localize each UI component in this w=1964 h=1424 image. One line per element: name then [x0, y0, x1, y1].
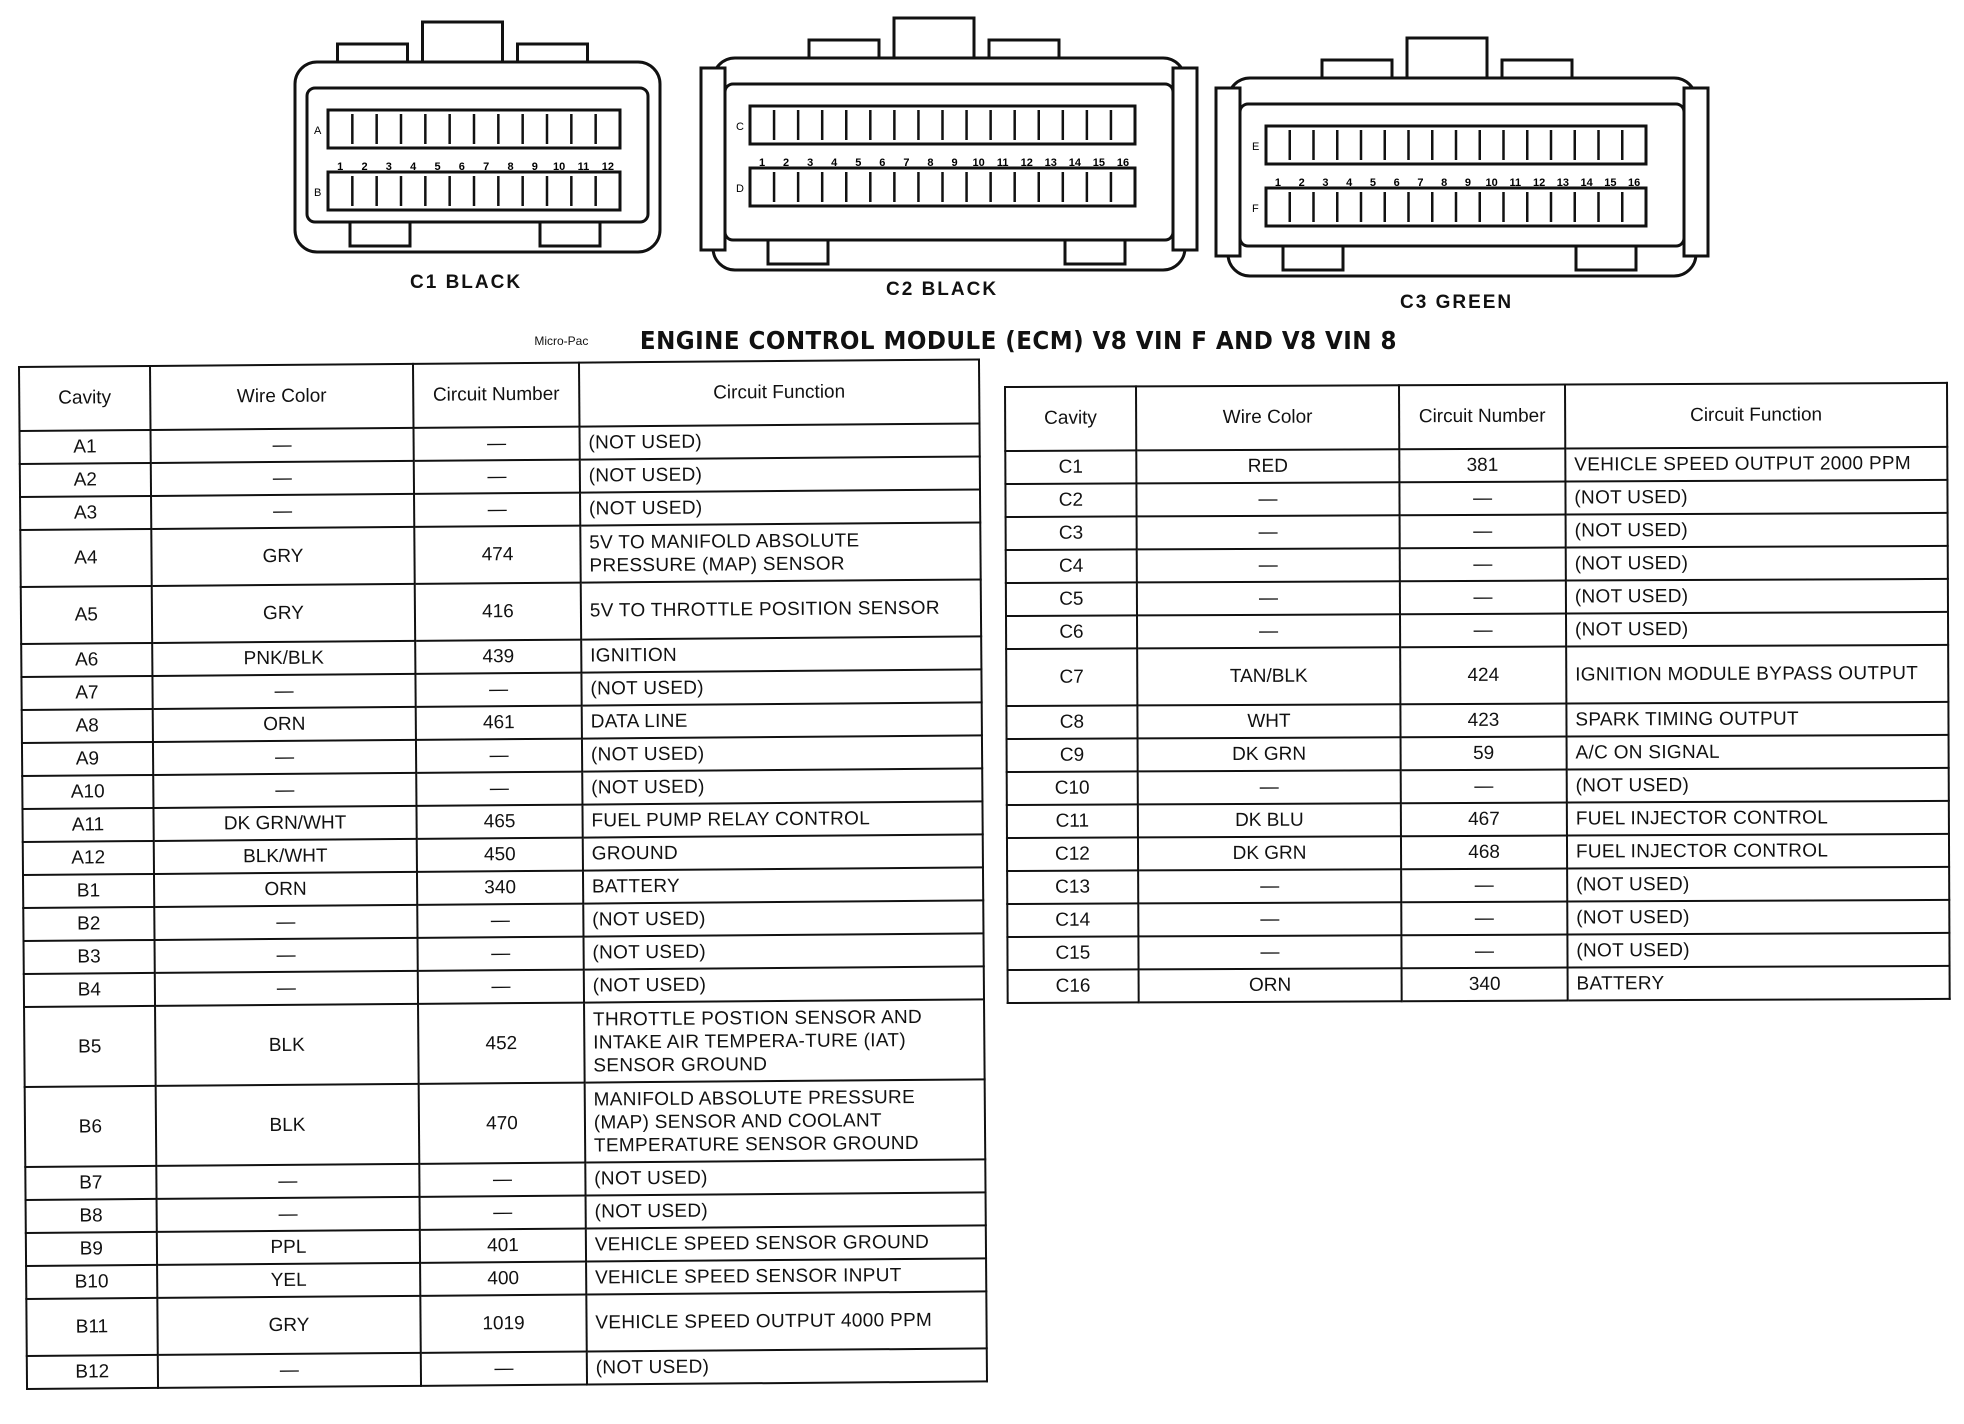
pin-number: 6	[458, 161, 465, 173]
circuit-function-cell: FUEL INJECTOR CONTROL	[1567, 834, 1949, 869]
circuit-number-cell: —	[1400, 581, 1566, 615]
pin-number: 14	[1068, 157, 1081, 169]
wire-color-cell: —	[1137, 581, 1401, 615]
circuit-number-cell: —	[1401, 869, 1567, 903]
circuit-function-cell: VEHICLE SPEED OUTPUT 2000 PPM	[1565, 447, 1947, 482]
wire-color-cell: BLK/WHT	[154, 839, 418, 874]
cavity-cell: A12	[23, 841, 154, 875]
pin-number: 9	[1464, 177, 1471, 189]
wire-color-cell: —	[1138, 935, 1402, 969]
circuit-number-cell: 1019	[420, 1295, 586, 1353]
circuit-number-cell: —	[416, 739, 582, 773]
circuit-function-cell: (NOT USED)	[1566, 579, 1948, 614]
table-row	[1005, 447, 1947, 484]
wire-color-cell: YEL	[157, 1263, 421, 1298]
circuit-function-cell: (NOT USED)	[584, 966, 984, 1002]
circuit-function-cell: THROTTLE POSTION SENSOR AND INTAKE AIR TEMPERA-TURE (IAT) SENSOR GROUND	[584, 999, 985, 1082]
pin-number: 11	[577, 161, 590, 173]
circuit-number-cell: 424	[1400, 647, 1566, 705]
cavity-cell: C16	[1008, 969, 1139, 1003]
circuit-function-cell: (NOT USED)	[583, 900, 983, 936]
pin-number: 7	[483, 161, 490, 173]
circuit-number-cell: 423	[1401, 704, 1567, 738]
circuit-function-cell: FUEL PUMP RELAY CONTROL	[582, 801, 982, 837]
pin-number: 3	[807, 157, 814, 169]
wire-color-cell: BLK	[155, 1084, 419, 1166]
circuit-function-cell: (NOT USED)	[1567, 867, 1949, 902]
circuit-function-cell: 5V TO MANIFOLD ABSOLUTE PRESSURE (MAP) SENSOR	[580, 522, 981, 582]
circuit-number-cell: —	[1400, 548, 1566, 582]
header-cavity: Cavity	[1005, 386, 1136, 451]
circuit-number-cell: 340	[1402, 968, 1568, 1002]
pin-number: 8	[927, 157, 934, 169]
cavity-cell: B6	[25, 1086, 156, 1167]
wire-color-cell: —	[1137, 770, 1401, 804]
circuit-function-cell: (NOT USED)	[1567, 768, 1949, 803]
table-row	[1006, 645, 1948, 706]
pinout-rows-c2	[1005, 447, 1949, 1003]
cavity-cell: C8	[1006, 705, 1137, 739]
circuit-function-cell: (NOT USED)	[1567, 933, 1949, 968]
cavity-cell: C5	[1006, 582, 1137, 616]
circuit-function-cell: IGNITION MODULE BYPASS OUTPUT	[1566, 645, 1948, 704]
row-label-B: B	[314, 187, 322, 199]
cavity-cell: C3	[1006, 516, 1137, 550]
pin-number: 3	[385, 161, 392, 173]
wire-color-cell: GRY	[151, 584, 415, 643]
cavity-cell: A10	[22, 775, 153, 809]
cavity-cell: A9	[22, 742, 153, 776]
cavity-cell: A5	[21, 586, 152, 644]
circuit-function-cell: GROUND	[583, 834, 983, 870]
cavity-cell: B9	[26, 1232, 157, 1266]
pin-number: 4	[410, 161, 417, 173]
row-label-D: D	[736, 183, 744, 195]
cavity-cell: B5	[24, 1006, 155, 1087]
pin-number: 16	[1628, 177, 1641, 189]
cavity-cell: C12	[1007, 837, 1138, 871]
table-row	[1006, 579, 1948, 616]
connector-diagrams	[0, 0, 1964, 330]
table-row	[1006, 702, 1948, 739]
circuit-number-cell: 401	[420, 1229, 586, 1263]
pin-number: 1	[1274, 177, 1281, 189]
table-row	[1007, 735, 1949, 772]
circuit-number-cell: —	[1400, 614, 1566, 648]
circuit-number-cell: 452	[418, 1003, 584, 1084]
circuit-function-cell: (NOT USED)	[1566, 546, 1948, 581]
circuit-number-cell: —	[1402, 935, 1568, 969]
circuit-number-cell: 340	[417, 871, 583, 905]
cavity-cell: C11	[1007, 804, 1138, 838]
table-row	[20, 522, 980, 587]
circuit-function-cell: IGNITION	[581, 636, 981, 672]
circuit-number-cell: —	[418, 937, 584, 971]
table-row	[26, 1291, 986, 1356]
wire-color-cell: ORN	[152, 707, 416, 742]
wire-color-cell: —	[154, 938, 418, 973]
pin-number: 2	[783, 157, 790, 169]
table-row	[1007, 900, 1949, 937]
pin-number: 3	[1322, 177, 1329, 189]
circuit-number-cell: —	[416, 673, 582, 707]
circuit-number-cell: —	[1400, 515, 1566, 549]
header-cavity: Cavity	[19, 366, 150, 431]
wire-color-cell: DK GRN/WHT	[153, 806, 417, 841]
wire-color-cell: GRY	[157, 1296, 421, 1355]
pin-number: 16	[1116, 157, 1130, 169]
circuit-function-cell: (NOT USED)	[1565, 480, 1947, 515]
cavity-cell: C9	[1007, 738, 1138, 772]
circuit-number-cell: —	[414, 493, 580, 527]
circuit-number-cell: 381	[1399, 449, 1565, 483]
pin-number: 9	[531, 161, 538, 173]
table-row	[1006, 546, 1948, 583]
table-row	[1007, 867, 1949, 904]
circuit-number-cell: 400	[420, 1262, 586, 1296]
table-row	[27, 1348, 987, 1389]
circuit-number-cell: —	[421, 1352, 587, 1386]
circuit-number-cell: 461	[416, 706, 582, 740]
cavity-cell: C7	[1006, 648, 1137, 706]
wire-color-cell: —	[156, 1164, 420, 1199]
circuit-function-cell: (NOT USED)	[580, 456, 980, 492]
cavity-cell: A4	[20, 529, 151, 587]
table-row	[21, 579, 981, 644]
pin-number: 1	[758, 157, 766, 169]
cavity-cell: A8	[22, 709, 153, 743]
circuit-function-cell: FUEL INJECTOR CONTROL	[1567, 801, 1949, 836]
circuit-function-cell: (NOT USED)	[579, 423, 979, 459]
cavity-cell: C15	[1007, 936, 1138, 970]
wire-color-cell: —	[1138, 902, 1402, 936]
circuit-function-cell: VEHICLE SPEED OUTPUT 4000 PPM	[586, 1291, 987, 1351]
circuit-function-cell: (NOT USED)	[583, 933, 983, 969]
connector-c1-label: C1 BLACK	[410, 272, 523, 293]
cavity-cell: B3	[24, 940, 155, 974]
header-circuit-function: Circuit Function	[579, 359, 980, 426]
wire-color-cell: WHT	[1137, 704, 1401, 738]
wire-color-cell: —	[156, 1197, 420, 1232]
diagram-title-block	[0, 326, 1964, 355]
connector-c2-label: C2 BLACK	[886, 279, 999, 300]
cavity-cell: C13	[1007, 870, 1138, 904]
pin-number: 15	[1604, 177, 1617, 189]
circuit-function-cell: BATTERY	[1567, 966, 1949, 1001]
circuit-number-cell: 474	[414, 526, 580, 584]
pin-number: 5	[434, 161, 441, 173]
circuit-number-cell: —	[417, 904, 583, 938]
circuit-number-cell: 470	[419, 1083, 585, 1164]
pinout-rows-c1	[20, 423, 987, 1389]
header-circuit-function: Circuit Function	[1565, 383, 1947, 449]
wire-color-cell: —	[1138, 869, 1402, 903]
row-label-C: C	[736, 121, 744, 133]
wire-color-cell: —	[153, 773, 417, 808]
cavity-cell: C6	[1006, 615, 1137, 649]
wire-color-cell: TAN/BLK	[1137, 647, 1401, 705]
pin-number: 10	[972, 157, 985, 169]
cavity-cell: A6	[21, 643, 152, 677]
pin-number: 13	[1556, 177, 1569, 189]
pin-number: 11	[1509, 177, 1522, 189]
pin-number: 12	[601, 161, 614, 173]
wire-color-cell: —	[1137, 614, 1401, 648]
header-wire-color: Wire Color	[1136, 385, 1400, 450]
cavity-cell: B1	[23, 874, 154, 908]
cavity-cell: B4	[24, 973, 155, 1007]
cavity-cell: B12	[27, 1355, 158, 1389]
cavity-cell: B7	[25, 1166, 156, 1200]
pin-number: 9	[951, 157, 958, 169]
circuit-number-cell: —	[414, 427, 580, 461]
row-label-A: A	[314, 125, 322, 137]
cavity-cell: A3	[20, 496, 151, 530]
pin-number: 10	[1485, 177, 1498, 189]
wire-color-cell: DK GRN	[1137, 737, 1401, 771]
table-row	[1006, 513, 1948, 550]
row-label-E: E	[1252, 141, 1260, 153]
cavity-cell: C10	[1007, 771, 1138, 805]
circuit-number-cell: 468	[1401, 836, 1567, 870]
wire-color-cell: —	[1136, 548, 1400, 582]
wire-color-cell: —	[152, 674, 416, 709]
cavity-cell: C2	[1005, 483, 1136, 517]
pin-number: 2	[1298, 177, 1305, 189]
cavity-cell: A11	[22, 808, 153, 842]
cavity-cell: A2	[20, 463, 151, 497]
pin-number: 8	[1441, 177, 1448, 189]
pin-number: 14	[1580, 177, 1593, 189]
circuit-number-cell: —	[1400, 482, 1566, 516]
cavity-cell: B11	[26, 1298, 157, 1356]
wire-color-cell: —	[150, 428, 414, 463]
pin-number: 7	[1417, 177, 1424, 189]
wire-color-cell: RED	[1136, 449, 1400, 483]
header-wire-color: Wire Color	[150, 364, 414, 430]
wire-color-cell: —	[154, 905, 418, 940]
circuit-number-cell: —	[1401, 902, 1567, 936]
pin-number: 12	[1533, 177, 1546, 189]
circuit-number-cell: 467	[1401, 803, 1567, 837]
pin-number: 4	[831, 157, 838, 169]
pinout-table-c2	[1004, 382, 1951, 1004]
table-row	[1007, 834, 1949, 871]
pin-number: 5	[855, 157, 862, 169]
wire-color-cell: —	[158, 1353, 422, 1388]
micro-pac-label: Micro-Pac	[534, 333, 589, 348]
connector-drawing	[0, 0, 1964, 320]
circuit-number-cell: 416	[415, 583, 581, 641]
circuit-function-cell: (NOT USED)	[1567, 900, 1949, 935]
table-row	[1005, 480, 1947, 517]
wire-color-cell: —	[155, 971, 419, 1006]
circuit-function-cell: 5V TO THROTTLE POSITION SENSOR	[581, 579, 982, 639]
circuit-function-cell: MANIFOLD ABSOLUTE PRESSURE (MAP) SENSOR AND COOLANT TEMPERATURE SENSOR GROUND	[585, 1079, 986, 1162]
cavity-cell: B2	[23, 907, 154, 941]
wire-color-cell: —	[151, 461, 415, 496]
wire-color-cell: DK GRN	[1138, 836, 1402, 870]
pinout-table-c1	[18, 358, 988, 1390]
pin-number: 8	[507, 161, 514, 173]
circuit-number-cell: —	[418, 970, 584, 1004]
wire-color-cell: ORN	[1138, 968, 1402, 1002]
pin-number: 1	[337, 161, 344, 173]
circuit-function-cell: (NOT USED)	[580, 489, 980, 525]
wire-color-cell: —	[1136, 482, 1400, 516]
circuit-function-cell: (NOT USED)	[585, 1192, 985, 1228]
circuit-number-cell: —	[419, 1163, 585, 1197]
wire-color-cell: PNK/BLK	[152, 641, 416, 676]
table-row	[1008, 966, 1950, 1003]
pin-number: 13	[1044, 157, 1057, 169]
table-row	[25, 1079, 986, 1167]
circuit-function-cell: VEHICLE SPEED SENSOR INPUT	[586, 1258, 986, 1294]
header-circuit-number: Circuit Number	[413, 363, 579, 428]
pin-number: 7	[903, 157, 910, 169]
circuit-function-cell: (NOT USED)	[581, 669, 981, 705]
table-row	[1007, 801, 1949, 838]
cavity-cell: A1	[20, 430, 151, 464]
pin-number: 6	[1393, 177, 1400, 189]
pin-number: 12	[1020, 157, 1033, 169]
cavity-cell: C1	[1005, 450, 1136, 484]
cavity-cell: B8	[26, 1199, 157, 1233]
circuit-number-cell: 450	[417, 838, 583, 872]
cavity-cell: A7	[21, 676, 152, 710]
circuit-number-cell: 439	[415, 640, 581, 674]
wire-color-cell: —	[153, 740, 417, 775]
circuit-function-cell: (NOT USED)	[585, 1159, 985, 1195]
circuit-number-cell: —	[414, 460, 580, 494]
wire-color-cell: ORN	[154, 872, 418, 907]
circuit-number-cell: 59	[1401, 737, 1567, 771]
wire-color-cell: BLK	[155, 1004, 419, 1086]
pin-number: 5	[1369, 177, 1376, 189]
table-row	[1007, 768, 1949, 805]
connector-c3-label: C3 GREEN	[1400, 292, 1514, 313]
pin-number: 2	[361, 161, 368, 173]
cavity-cell: C4	[1006, 549, 1137, 583]
row-label-F: F	[1252, 203, 1259, 215]
pin-number: 4	[1346, 177, 1353, 189]
circuit-function-cell: BATTERY	[583, 867, 983, 903]
pin-number: 6	[879, 157, 886, 169]
header-circuit-number: Circuit Number	[1399, 385, 1565, 450]
wire-color-cell: —	[1136, 515, 1400, 549]
circuit-number-cell: 465	[417, 805, 583, 839]
wire-color-cell: GRY	[151, 527, 415, 586]
circuit-number-cell: —	[1401, 770, 1567, 804]
circuit-number-cell: —	[416, 772, 582, 806]
pin-number: 15	[1092, 157, 1106, 169]
pin-number: 10	[553, 161, 566, 173]
wire-color-cell: —	[151, 494, 415, 529]
wire-color-cell: DK BLU	[1138, 803, 1402, 837]
circuit-function-cell: SPARK TIMING OUTPUT	[1566, 702, 1948, 737]
circuit-function-cell: VEHICLE SPEED SENSOR GROUND	[586, 1225, 986, 1261]
table-row	[24, 999, 985, 1087]
table-row	[1007, 933, 1949, 970]
circuit-function-cell: (NOT USED)	[582, 768, 982, 804]
circuit-function-cell: DATA LINE	[582, 702, 982, 738]
cavity-cell: B10	[26, 1265, 157, 1299]
table-row	[1006, 612, 1948, 649]
circuit-function-cell: A/C ON SIGNAL	[1566, 735, 1948, 770]
page-title: ENGINE CONTROL MODULE (ECM) V8 VIN F AND V8 VIN 8	[639, 326, 1397, 355]
circuit-function-cell: (NOT USED)	[587, 1348, 987, 1384]
circuit-function-cell: (NOT USED)	[1566, 612, 1948, 647]
circuit-function-cell: (NOT USED)	[582, 735, 982, 771]
cavity-cell: C14	[1007, 903, 1138, 937]
circuit-number-cell: —	[420, 1196, 586, 1230]
pin-number: 11	[996, 157, 1009, 169]
wire-color-cell: PPL	[157, 1230, 421, 1265]
circuit-function-cell: (NOT USED)	[1565, 513, 1947, 548]
